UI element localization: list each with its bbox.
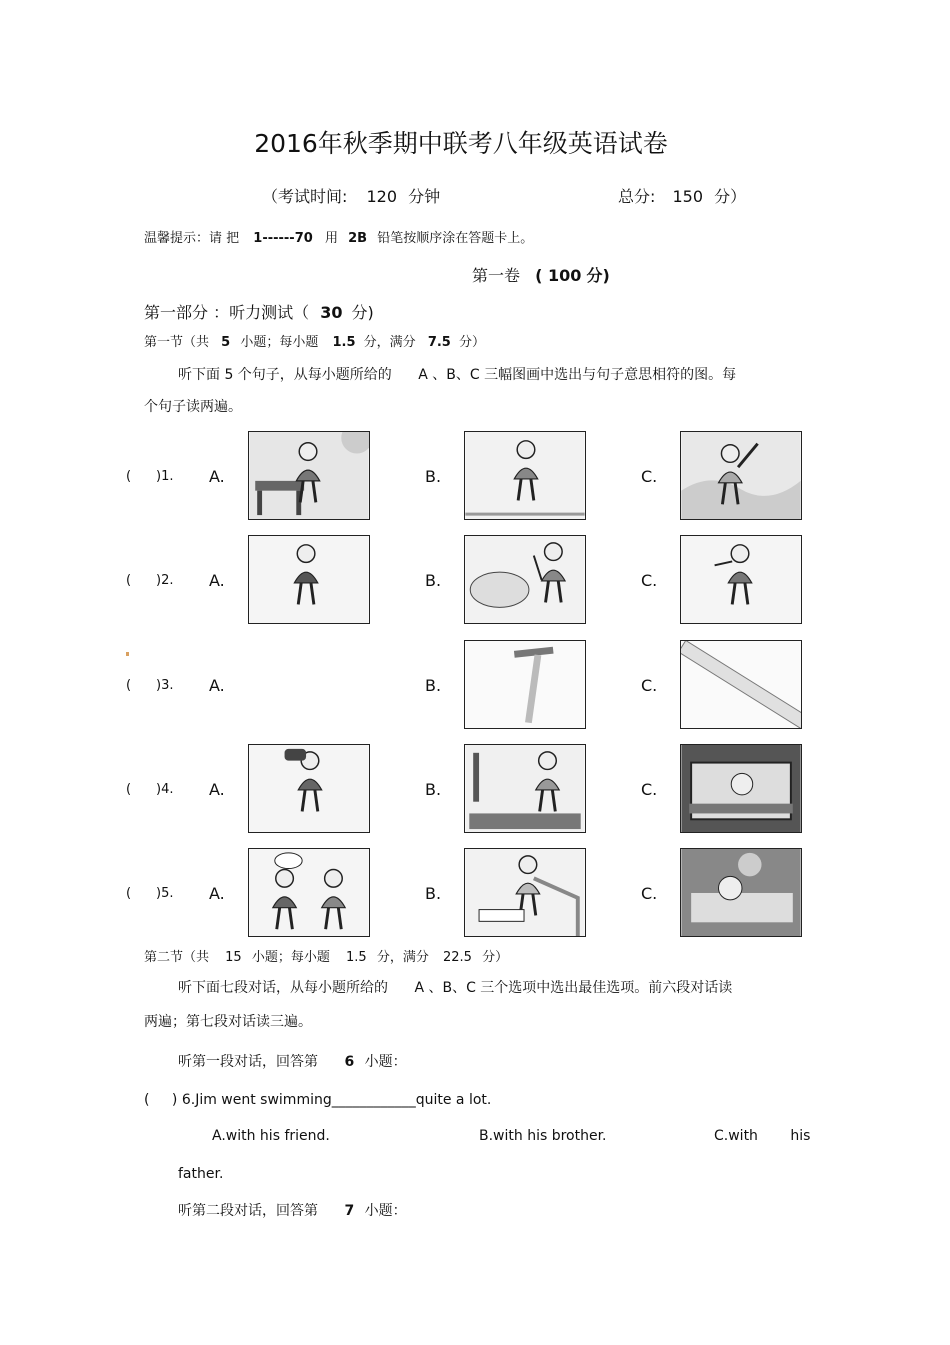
q6-option-b[interactable]: B.with his brother. xyxy=(479,1128,607,1144)
tip-line: 温馨提示：请 把 1------70 用 2B 铅笔按顺序涂在答题卡上。 xyxy=(144,231,534,246)
volume-heading: 第一卷 ( 100 分) xyxy=(472,266,610,285)
dialog1-prompt: 听第一段对话，回答第 6 小题： xyxy=(178,1054,407,1070)
question-number: )4. xyxy=(156,782,174,797)
option-label-c[interactable]: C. xyxy=(641,676,658,695)
answer-paren[interactable]: ( xyxy=(126,678,132,693)
question-number: )2. xyxy=(156,573,174,588)
part1-heading: 第一部分 ：听力测试（ 30 分) xyxy=(144,303,374,322)
stray-mark xyxy=(126,652,129,656)
option-label-c[interactable]: C. xyxy=(641,884,658,903)
question-number: )1. xyxy=(156,469,174,484)
question-number: )3. xyxy=(156,678,174,693)
option-label-a[interactable]: A. xyxy=(209,780,225,799)
answer-paren[interactable]: ( xyxy=(126,573,132,588)
option-label-b[interactable]: B. xyxy=(425,571,442,590)
girl-washing-dishes-icon[interactable] xyxy=(464,744,586,833)
dialog2-prompt: 听第二段对话，回答第 7 小题： xyxy=(178,1203,407,1219)
answer-paren[interactable]: ( xyxy=(126,886,132,901)
boy-broken-leg-icon[interactable] xyxy=(464,848,586,937)
q6-stem: ( ) 6.Jim went swimming____________quite a lot. xyxy=(144,1092,492,1108)
option-label-a[interactable]: A. xyxy=(209,467,225,486)
section1-instruction-cont: 个句子读两遍。 xyxy=(144,399,242,415)
girl-window-icon[interactable] xyxy=(680,744,802,833)
option-label-a[interactable]: A. xyxy=(209,571,225,590)
option-label-b[interactable]: B. xyxy=(425,467,442,486)
option-label-c[interactable]: C. xyxy=(641,467,658,486)
hammer-icon[interactable] xyxy=(464,640,586,729)
option-label-b[interactable]: B. xyxy=(425,676,442,695)
section2-instruction: 听下面七段对话，从每小题所给的 A 、B、C 三个选项中选出最佳选项。前六段对话读 xyxy=(178,980,733,996)
boy-waving-icon[interactable] xyxy=(680,431,802,520)
section2-instruction-cont: 两遍；第七段对话读三遍。 xyxy=(144,1014,312,1030)
section2-heading: 第二节（共 15 小题；每小题 1.5 分，满分 22.5 分） xyxy=(144,950,509,965)
page-title: 2016年秋季期中联考八年级英语试卷 xyxy=(254,129,668,158)
section1-instruction: 听下面 5 个句子，从每小题所给的 A 、B、C 三幅图画中选出与句子意思相符的图。每 xyxy=(178,367,737,383)
q6-option-a[interactable]: A.with his friend. xyxy=(212,1128,330,1144)
option-label-b[interactable]: B. xyxy=(425,780,442,799)
option-label-b[interactable]: B. xyxy=(425,884,442,903)
exam-score: 总分: 150 分） xyxy=(618,187,747,206)
option-label-a[interactable]: A. xyxy=(209,676,225,695)
girl-reading-bench-icon[interactable] xyxy=(248,431,370,520)
boy-eating-icon[interactable] xyxy=(248,744,370,833)
answer-paren[interactable]: ( xyxy=(126,782,132,797)
answer-paren[interactable]: ( xyxy=(126,469,132,484)
boy-toothache-icon[interactable] xyxy=(680,535,802,624)
sick-boy-icon[interactable] xyxy=(248,535,370,624)
option-label-c[interactable]: C. xyxy=(641,571,658,590)
boy-sleeping-icon[interactable] xyxy=(680,848,802,937)
exam-time: （考试时间: 120 分钟 xyxy=(262,187,441,206)
doctor-injection-icon[interactable] xyxy=(464,535,586,624)
question-number: )5. xyxy=(156,886,174,901)
option-label-a[interactable]: A. xyxy=(209,884,225,903)
section1-heading: 第一节（共 5 小题；每小题 1.5 分，满分 7.5 分） xyxy=(144,335,486,350)
children-reading-icon[interactable] xyxy=(248,848,370,937)
option-label-c[interactable]: C. xyxy=(641,780,658,799)
girl-standing-icon[interactable] xyxy=(464,431,586,520)
q6-option-c[interactable]: C.with his xyxy=(714,1128,811,1144)
ruler-icon[interactable] xyxy=(680,640,802,729)
q6-option-c-cont: father. xyxy=(178,1166,224,1182)
